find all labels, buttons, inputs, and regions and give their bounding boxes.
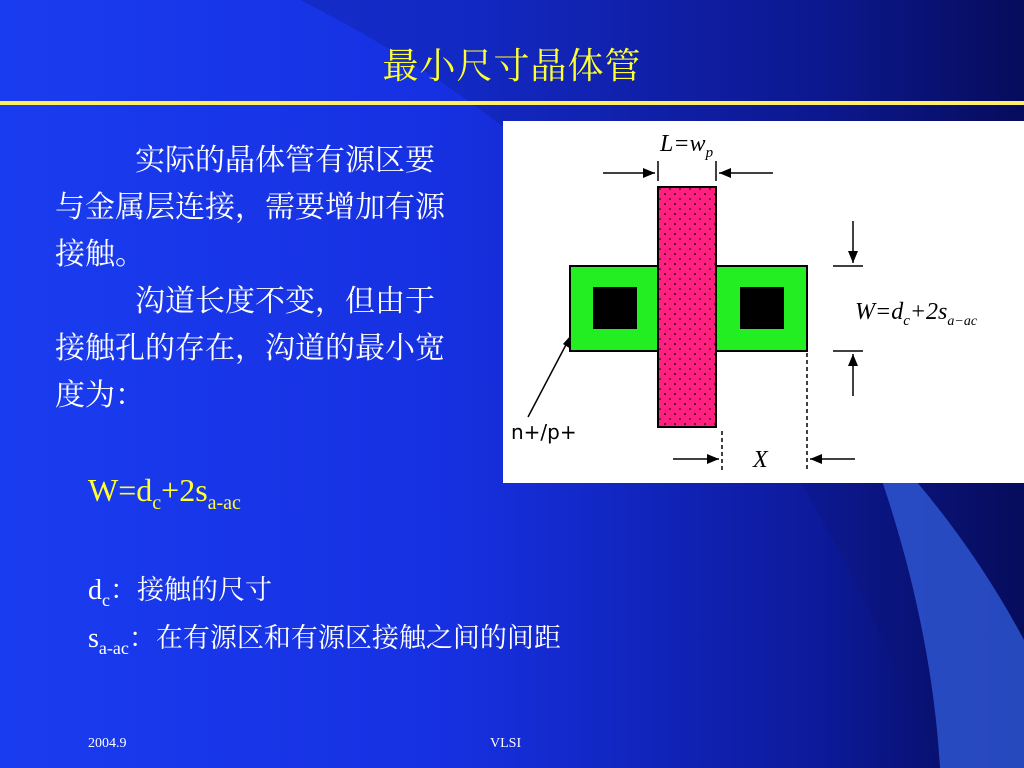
- def-saac-symbol: s: [88, 623, 99, 654]
- def-saac-sub: a-ac: [98, 638, 129, 658]
- poly-gate: [658, 187, 716, 427]
- def-dc-symbol: d: [88, 575, 102, 606]
- formula-mid: +2s: [161, 472, 208, 508]
- transistor-diagram: [503, 121, 1024, 483]
- label-L: L=w: [660, 131, 706, 157]
- paragraph-1: 实际的晶体管有源区要与金属层连接，需要增加有源接触。: [55, 143, 445, 272]
- definition-saac: [88, 616, 561, 659]
- paragraph-2: 沟道长度不变，但由于接触孔的存在，沟道的最小宽度为：: [55, 284, 445, 413]
- def-saac-text: ：在有源区和有源区接触之间的间距: [128, 623, 561, 654]
- label-np: n+/p+: [511, 420, 577, 444]
- np-pointer: [511, 335, 577, 444]
- contact-right: [740, 287, 784, 329]
- def-dc-sub: c: [102, 590, 110, 610]
- label-W-c: c: [903, 313, 910, 329]
- svg-text:W=dc+2sa−ac: [855, 299, 978, 329]
- definition-dc: [88, 568, 272, 611]
- svg-text:L=wp: [659, 131, 714, 161]
- def-dc-text: ：接触的尺寸: [110, 575, 272, 606]
- label-W-mid: +2s: [909, 299, 948, 325]
- footer-course: VLSI: [490, 736, 522, 751]
- label-W: W=d: [855, 299, 904, 325]
- label-X: X: [753, 447, 768, 473]
- formula-sub-aac: a-ac: [207, 492, 241, 514]
- dimension-W: [833, 221, 978, 396]
- title-rule: [0, 101, 1024, 105]
- contact-left: [593, 287, 637, 329]
- formula-lhs: W=d: [88, 472, 153, 508]
- footer-date: 2004.9: [88, 736, 127, 751]
- width-formula: [88, 472, 241, 515]
- slide-title: 最小尺寸晶体管: [382, 46, 642, 87]
- formula-sub-c: c: [152, 492, 162, 514]
- label-W-sub: a−ac: [947, 314, 978, 329]
- label-L-sub: p: [705, 145, 714, 161]
- dimension-L: [603, 131, 773, 181]
